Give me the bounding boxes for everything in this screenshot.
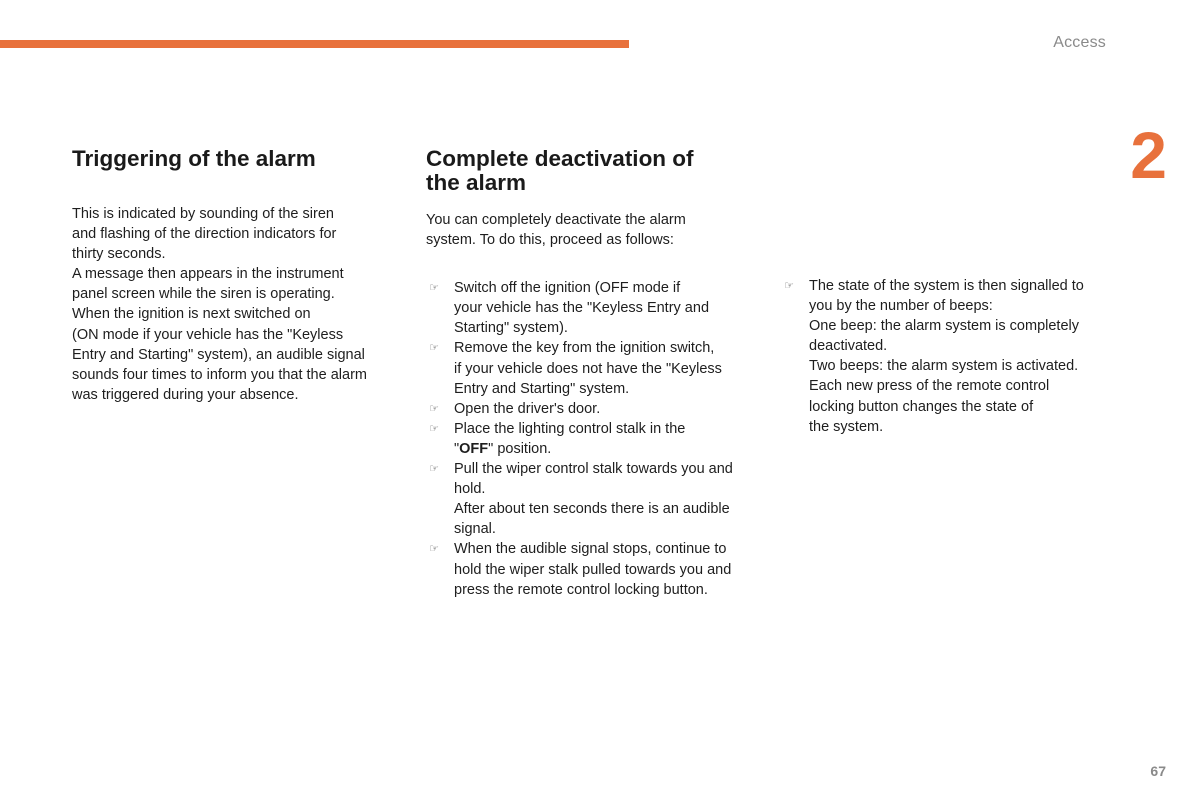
pointing-hand-icon: ☞ [429,342,439,355]
step-line: Place the lighting control stalk in the [454,420,686,437]
section-label: Access [1053,34,1106,51]
step-line: When the audible signal stops, continue to [454,541,727,558]
step-item [426,419,766,459]
page-number: 67 [1150,763,1166,779]
deactivation-title [426,147,766,195]
result-line: you by the number of beeps: [809,298,993,315]
step-line: Switch off the ignition (OFF mode if [454,280,681,297]
step-line-rest: " position. [488,440,552,457]
step-line: press the remote control locking button. [454,581,708,598]
title-line: the alarm [426,170,527,195]
step-line: your vehicle has the "Keyless Entry and [454,300,710,317]
step-line [454,439,766,459]
chapter-number: 2 [1130,118,1167,192]
triggering-title: Triggering of the alarm [72,146,316,171]
step-line: Remove the key from the ignition switch, [454,340,715,357]
step-item [426,459,766,539]
step-line: hold the wiper stalk pulled towards you and [454,561,732,578]
triggering-body [72,204,402,405]
step-item [426,278,766,338]
intro-line: You can completely deactivate the alarm [426,212,686,228]
result-line: deactivated. [809,338,888,355]
result-line: the system. [809,418,884,435]
step-line: After about ten seconds there is an audible [454,501,730,518]
off-position-label: OFF [459,440,489,457]
pointing-hand-icon: ☞ [429,402,439,415]
step-line: Pull the wiper control stalk towards you and [454,461,733,478]
step-item [426,399,766,419]
result-line: One beep: the alarm system is completely [809,318,1079,335]
step-line: Open the driver's door. [454,400,601,417]
pointing-hand-icon: ☞ [784,280,794,292]
step-line: Starting" system). [454,320,568,337]
header-accent-bar [0,40,629,48]
step-item [426,338,766,398]
pointing-hand-icon: ☞ [429,422,439,435]
pointing-hand-icon: ☞ [429,543,439,556]
step-line: hold. [454,481,486,498]
deactivation-section [426,147,766,600]
step-line: signal. [454,521,496,538]
step-line: Entry and Starting" system. [454,380,630,397]
body-line: A message then appears in the instrument [72,266,344,283]
body-line: and flashing of the direction indicators for [72,226,337,243]
result-line: The state of the system is then signalled to [809,278,1084,294]
pointing-hand-icon: ☞ [429,282,439,295]
body-line: was triggered during your absence. [72,386,299,403]
deactivation-intro [426,210,766,250]
intro-line: system. To do this, proceed as follows: [426,232,674,249]
result-line: locking button changes the state of [809,398,1034,415]
body-line: panel screen while the siren is operating. [72,286,335,303]
body-line: This is indicated by sounding of the siren [72,206,334,222]
quote-mark: " [454,440,460,457]
body-line: sounds four times to inform you that the alarm [72,366,367,383]
body-line: thirty seconds. [72,246,166,263]
title-line: Complete deactivation of [426,146,694,171]
result-section [781,276,1121,437]
result-item [781,276,1121,437]
result-line: Each new press of the remote control [809,378,1050,395]
pointing-hand-icon: ☞ [429,463,439,476]
result-line: Two beeps: the alarm system is activated. [809,358,1079,375]
body-line: Entry and Starting" system), an audible signal [72,346,365,363]
step-item [426,539,766,599]
body-line: When the ignition is next switched on [72,306,311,323]
triggering-section [72,147,402,405]
body-line: (ON mode if your vehicle has the "Keyless [72,326,344,343]
step-line: if your vehicle does not have the "Keyless [454,360,722,377]
